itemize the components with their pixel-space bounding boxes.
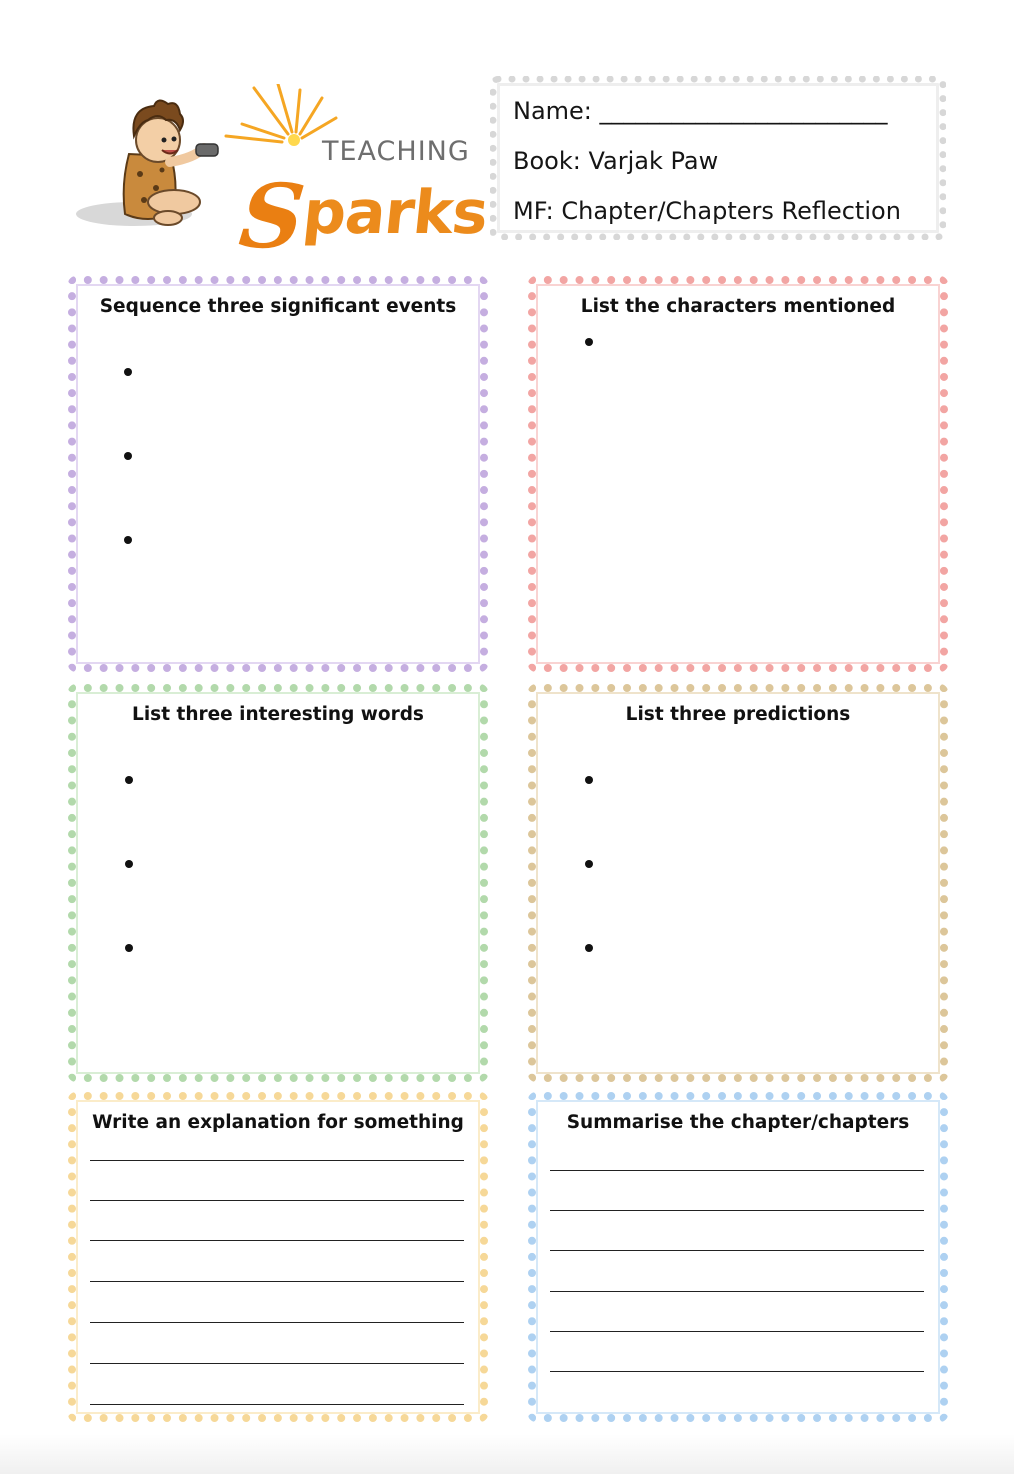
bullet-point-icon (585, 776, 593, 784)
logo-sparks-initial: S (235, 164, 309, 268)
writing-line[interactable] (550, 1250, 924, 1251)
writing-line[interactable] (90, 1200, 464, 1201)
writing-line[interactable] (90, 1404, 464, 1405)
panel-title: Summarise the chapter/chapters (566, 1112, 910, 1133)
name-field[interactable]: Name: ________________________ (513, 97, 888, 125)
explanation-panel[interactable] (68, 1092, 488, 1422)
logo-sparks-text (235, 150, 494, 268)
bullet-point-icon (124, 368, 132, 376)
bullet-point-icon (124, 452, 132, 460)
predictions-panel[interactable] (528, 684, 948, 1082)
writing-line[interactable] (550, 1331, 924, 1332)
writing-line[interactable] (90, 1363, 464, 1364)
sequence-events-panel[interactable] (68, 276, 488, 672)
writing-line[interactable] (90, 1322, 464, 1323)
bullet-point-icon (125, 944, 133, 952)
writing-line[interactable] (90, 1240, 464, 1241)
panel-title: Sequence three significant events (99, 296, 457, 317)
mf-title: MF: Chapter/Chapters Reflection (513, 197, 901, 225)
writing-line[interactable] (550, 1291, 924, 1292)
writing-line[interactable] (90, 1160, 464, 1161)
panel-title: Write an explanation for something (92, 1112, 464, 1133)
characters-panel[interactable] (528, 276, 948, 672)
panel-title: List the characters mentioned (580, 296, 896, 317)
panel-title: List three interesting words (132, 704, 424, 725)
logo-teaching-text: TEACHING (322, 136, 470, 167)
writing-line[interactable] (550, 1170, 924, 1171)
writing-line[interactable] (550, 1371, 924, 1372)
bullet-point-icon (124, 536, 132, 544)
bullet-point-icon (585, 860, 593, 868)
page-bottom-edge (0, 1434, 1014, 1474)
book-title: Book: Varjak Paw (513, 147, 719, 175)
teaching-sparks-logo (74, 84, 491, 268)
panel-title: List three predictions (625, 704, 851, 725)
bullet-point-icon (585, 944, 593, 952)
bullet-point-icon (585, 338, 593, 346)
bullet-point-icon (125, 860, 133, 868)
writing-line[interactable] (550, 1210, 924, 1211)
writing-line[interactable] (90, 1281, 464, 1282)
logo-sparks-rest: parks (299, 178, 491, 248)
student-info-box (490, 76, 946, 240)
summary-panel[interactable] (528, 1092, 948, 1422)
interesting-words-panel[interactable] (68, 684, 488, 1082)
bullet-point-icon (125, 776, 133, 784)
